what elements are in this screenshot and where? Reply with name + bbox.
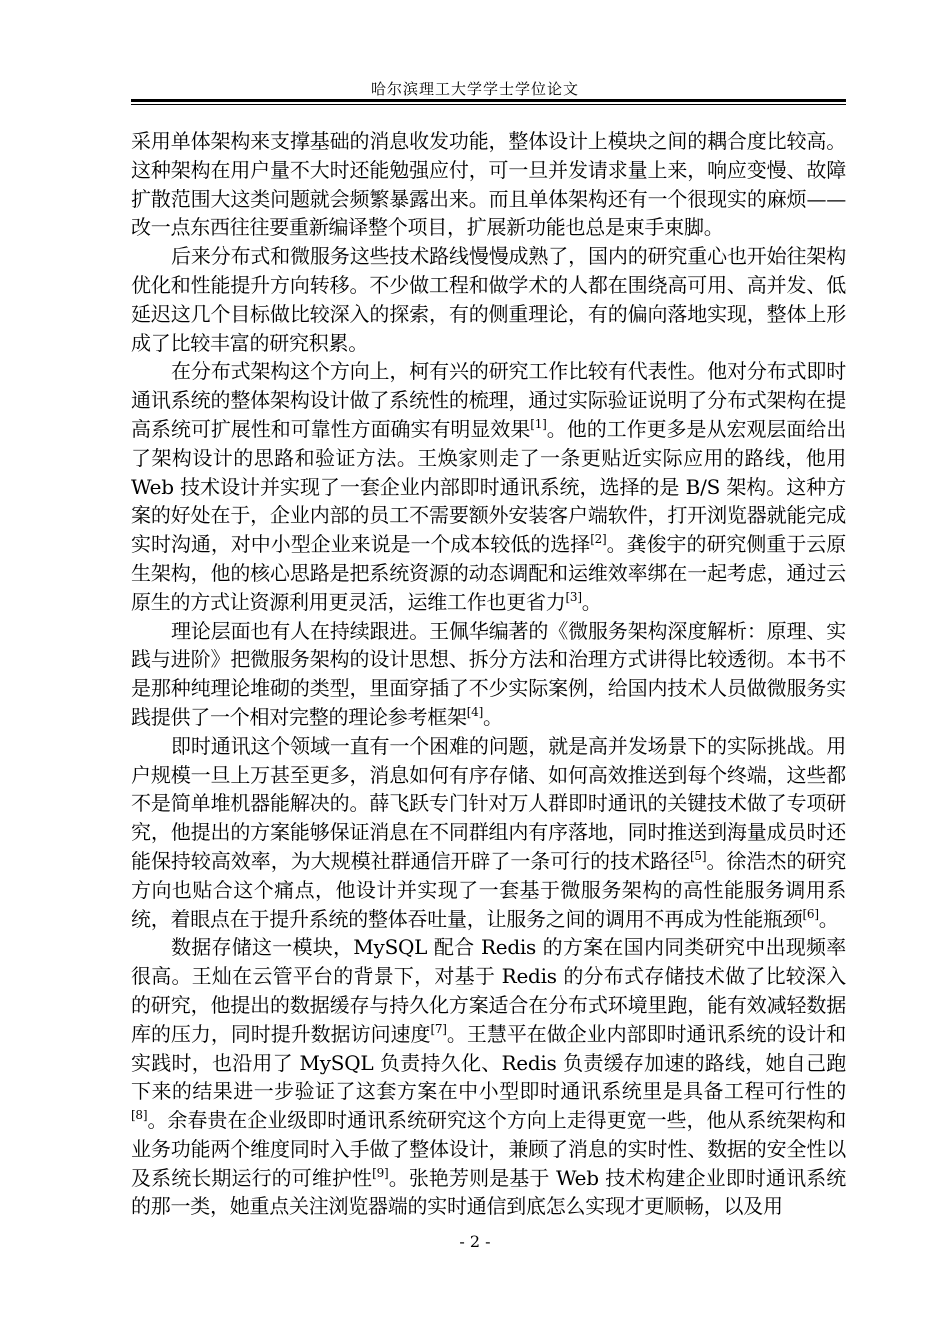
running-header: 哈尔滨理工大学学士学位论文 [370,80,579,98]
paragraph [131,732,846,934]
text-run: 数据存储这一模块，MySQL 配合 Redis 的方案在国内同类研究中出现频率很高。王灿在云管平台的背景下，对基于 Redis 的分布式存储技术做了比较深入的研究，他提出的数据缓存与持久化方案适合在分布式环境里跑，能有效减轻数据库的压力，同时提升数据访问速度 [131,935,846,1046]
text-run: 。王慧平在做企业内部即时通讯系统的设计和实践时，也沿用了 MySQL 负责持久化、Redis 负责缓存加速的路线，她自己跑下来的结果进一步验证了这套方案在中小型即时通讯系统里是具备工程可行性的 [131,1021,847,1104]
body-text [131,127,846,1221]
text-run: 在分布式架构这个方向上，柯有兴的研究工作比较有代表性。他对分布式即时通讯系统的整体架构设计做了系统性的梳理，通过实际验证说明了分布式架构在提高系统可扩展性和可靠性方面确实有明显效果 [131,359,846,441]
citation-marker: [2] [590,532,607,547]
header-rule-thin [131,104,846,105]
text-run: 后来分布式和微服务这些技术路线慢慢成熟了，国内的研究重心也开始往架构优化和性能提升方向转移。不少做工程和做学术的人都在围绕高可用、高并发、低延迟这几个目标做比较深入的探索，有的侧重理论，有的偏向落地实现，整体上形成了比较丰富的研究积累。 [131,244,846,355]
text-run: 。 [581,589,602,614]
citation-marker: [6] [802,906,819,921]
paragraph [131,357,846,616]
citation-marker: [3] [565,589,582,604]
page-number: - 2 - [459,1232,491,1251]
text-run: 。龚俊宇的研究侧重于云原生架构，他的核心思路是把系统资源的动态调配和运维效率绑在一起考虑，通过云原生的方式让资源利用更灵活，运维工作也更省力 [131,532,847,614]
text-run: 。徐浩杰的研究方向也贴合这个痛点，他设计并实现了一套基于微服务架构的高性能服务调用系统，着眼点在于提升系统的整体吞吐量，让服务之间的调用不再成为性能瓶颈 [131,848,847,931]
text-run: 。张艳芳则是基于 Web 技术构建企业即时通讯系统的那一类，她重点关注浏览器端的实时通信到底怎么实现才更顺畅，以及用 [131,1165,847,1219]
citation-marker: [4] [466,704,483,719]
text-run: 理论层面也有人在持续跟进。王佩华编著的《微服务架构深度解析：原理、实践与进阶》把微服务架构的设计思想、拆分方法和治理方式讲得比较透彻。本书不是那种纯理论堆砌的类型，里面穿插了不少实际案例，给国内技术人员做微服务实践提供了一个相对完整的理论参考框架 [131,618,846,729]
paragraph [131,242,846,357]
citation-marker: [8] [131,1108,148,1123]
citation-marker: [1] [530,416,547,431]
text-run: 。 [483,704,503,729]
citation-marker: [7] [430,1021,447,1036]
text-run: 即时通讯这个领域一直有一个困难的问题，就是高并发场景下的实际挑战。用户规模一旦上万甚至更多，消息如何有序存储、如何高效推送到每个终端，这些都不是简单堆机器能解决的。薛飞跃专门针对万人群即时通讯的关键技术做了专项研究，他提出的方案能够保证消息在不同群组内有序落地，同时推送到海量成员时还能保持较高效率，为大规模社群通信开辟了一条可行的技术路径 [131,733,846,873]
text-run: 。 [818,906,839,931]
citation-marker: [9] [372,1165,389,1180]
paragraph [131,127,846,242]
paragraph [131,617,846,732]
text-run: 。余春贵在企业级即时通讯系统研究这个方向上走得更宽一些，他从系统架构和业务功能两个维度同时入手做了整体设计，兼顾了消息的实时性、数据的安全性以及系统长期运行的可维护性 [131,1108,846,1190]
paragraph [131,933,846,1221]
citation-marker: [5] [690,848,707,863]
text-run: 。他的工作更多是从宏观层面给出了架构设计的思路和验证方法。王焕家则走了一条更贴近实际应用的路线，他用 Web 技术设计并实现了一套企业内部即时通讯系统，选择的是 B/S 架构。这种方案的好处在于，企业内部的员工不需要额外安装客户端软件，打开浏览器就能完成实时沟通，对中小型企业来说是一个成本较低的选择 [131,416,847,557]
text-run: 采用单体架构来支撑基础的消息收发功能，整体设计上模块之间的耦合度比较高。这种架构在用户量不大时还能勉强应付，可一旦并发请求量上来，响应变慢、故障扩散范围大这类问题就会频繁暴露出来。而且单体架构还有一个很现实的麻烦——改一点东西往往要重新编译整个项目，扩展新功能也总是束手束脚。 [131,129,846,240]
header-rule-thick [131,99,846,102]
